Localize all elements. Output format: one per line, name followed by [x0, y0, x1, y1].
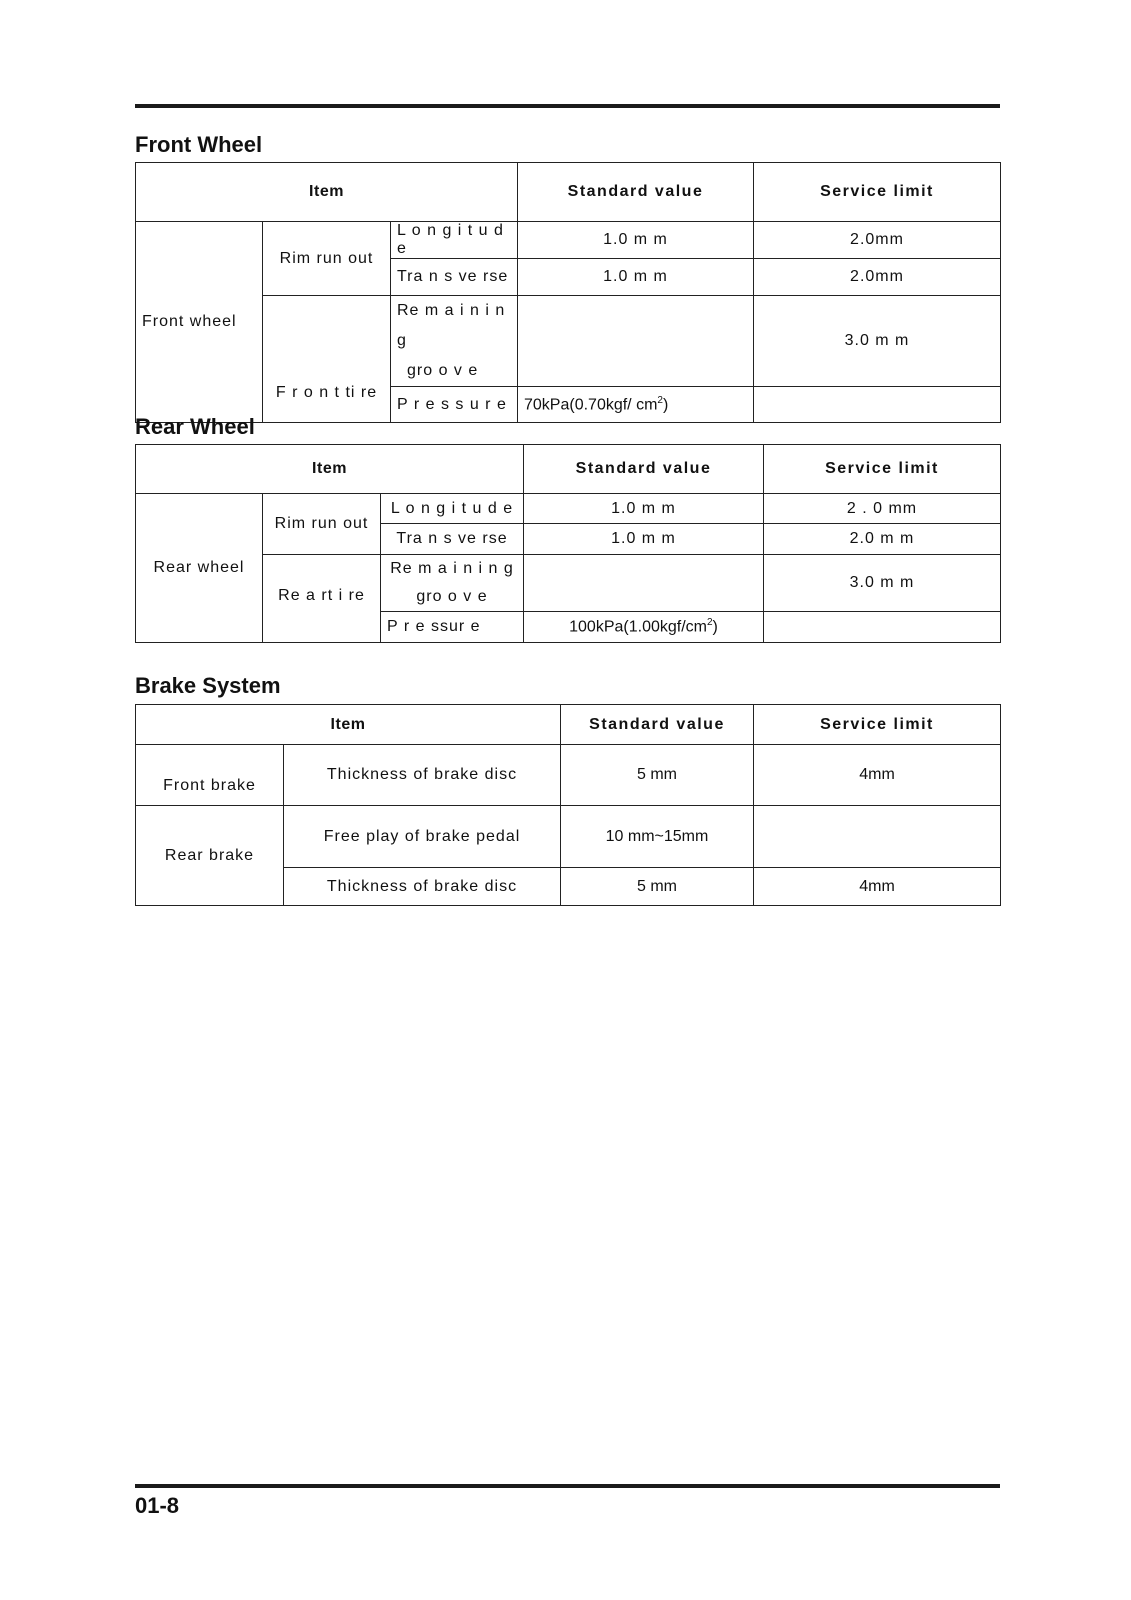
rear-wheel-title: Rear Wheel [135, 414, 255, 439]
service-limit: 2 . 0 mm [764, 494, 1001, 524]
brake-system-table [135, 704, 1001, 906]
subgroup-label: Re a rt i re [263, 555, 381, 643]
service-limit: 2.0mm [754, 259, 1001, 296]
service-limit-header: Service limit [754, 705, 1001, 745]
item-header: Item [136, 163, 518, 222]
item-header: Item [136, 445, 524, 494]
rear-wheel-table [135, 444, 1001, 643]
standard-value [518, 296, 754, 387]
subgroup-label: Rim run out [263, 494, 381, 555]
subgroup-label: F r o n t ti re [263, 296, 391, 423]
group-label: Rear wheel [136, 494, 263, 643]
service-limit [754, 387, 1001, 423]
brake-system-title: Brake System [135, 673, 281, 698]
row-label: L o n g i t u d e [391, 222, 518, 259]
service-limit [754, 806, 1001, 868]
row-label [381, 555, 524, 612]
service-limit: 4mm [754, 745, 1001, 806]
pressure-superscript: 2 [657, 394, 663, 406]
row-label: L o n g i t u d e [381, 494, 524, 524]
service-limit [764, 612, 1001, 643]
service-limit: 4mm [754, 868, 1001, 906]
standard-value: 5 mm [561, 868, 754, 906]
pressure-value: 100kPa(1.00kgf/cm [569, 618, 707, 636]
service-limit: 2.0 m m [764, 524, 1001, 555]
standard-value-header: Standard value [524, 445, 764, 494]
standard-value [524, 555, 764, 612]
standard-value: 1.0 m m [518, 259, 754, 296]
standard-value: 1.0 m m [524, 524, 764, 555]
row-label: P r e ssur e [381, 612, 524, 643]
top-rule [135, 104, 1000, 108]
row-label: Tra n s ve rse [381, 524, 524, 555]
standard-value-header: Standard value [561, 705, 754, 745]
standard-value: 1.0 m m [524, 494, 764, 524]
standard-value [524, 612, 764, 643]
service-limit: 3.0 m m [764, 555, 1001, 612]
standard-value: 10 mm~15mm [561, 806, 754, 868]
row-label: P r e s s u r e [391, 387, 518, 423]
row-label: Tra n s ve rse [391, 259, 518, 296]
group-label: Front wheel [136, 222, 263, 423]
row-label-line: Re m a i n i n g [397, 302, 506, 349]
group-label: Rear brake [136, 806, 284, 906]
group-label: Front brake [136, 745, 284, 806]
bottom-rule [135, 1484, 1000, 1488]
pressure-close: ) [712, 618, 718, 636]
subgroup-label: Rim run out [263, 222, 391, 296]
pressure-close: ) [662, 396, 669, 414]
row-label: Thickness of brake disc [284, 745, 561, 806]
row-label: Thickness of brake disc [284, 868, 561, 906]
pressure-superscript: 2 [706, 617, 713, 629]
standard-value: 1.0 m m [518, 222, 754, 259]
standard-value-header: Standard value [518, 163, 754, 222]
row-label [391, 296, 518, 387]
row-label-line: gro o v e [416, 588, 488, 605]
front-wheel-title: Front Wheel [135, 132, 263, 157]
standard-value [518, 387, 754, 423]
row-label-line: gro o v e [407, 362, 479, 379]
standard-value: 5 mm [561, 745, 754, 806]
service-limit-header: Service limit [754, 163, 1001, 222]
front-wheel-table [135, 162, 1001, 423]
row-label-line: Re m a i n i n g [390, 560, 514, 577]
page-number: 01-8 [135, 1493, 180, 1518]
item-header: Item [136, 705, 561, 745]
row-label: Free play of brake pedal [284, 806, 561, 868]
service-limit: 2.0mm [754, 222, 1001, 259]
service-limit-header: Service limit [764, 445, 1001, 494]
service-limit: 3.0 m m [754, 296, 1001, 387]
pressure-value: 70kPa(0.70kgf/ cm [524, 396, 658, 414]
